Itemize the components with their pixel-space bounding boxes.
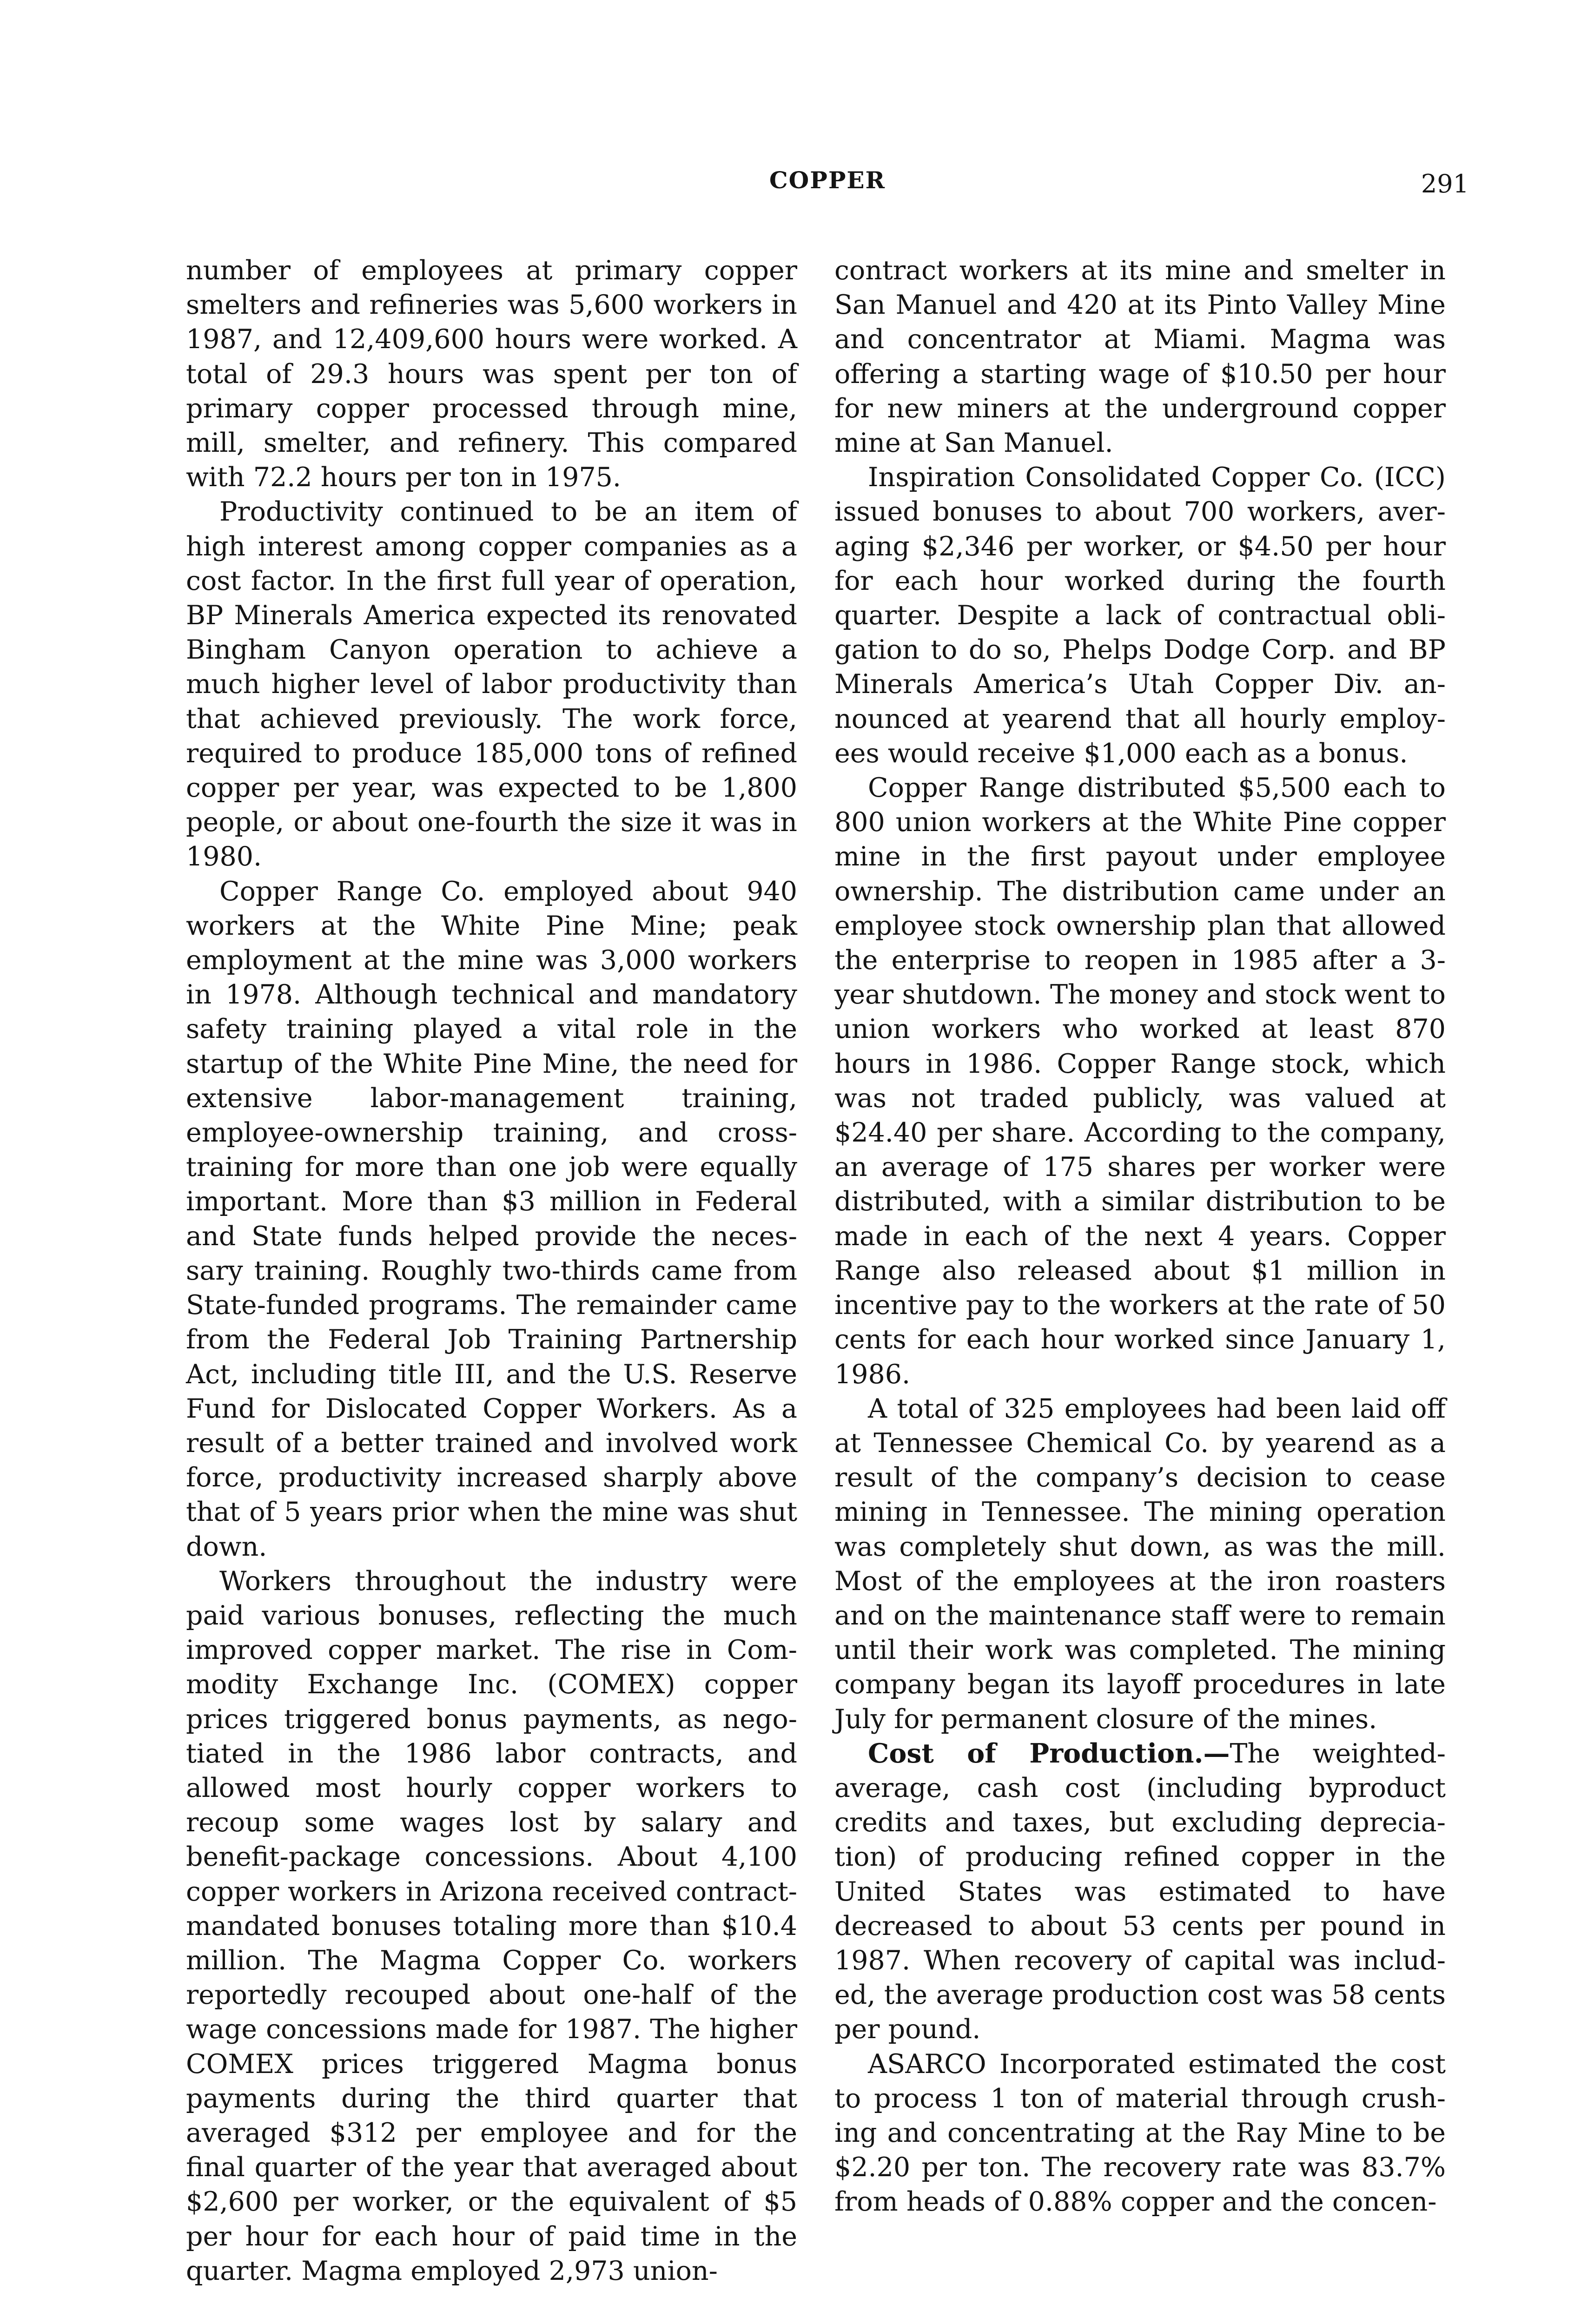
paragraph: A total of 325 employees had been laid off at Tennessee Chemical Co. by yearend as a result of the company’s decision to cease mining in Tennessee. The mining operation was completely shut down, as was the mill. Most of the employees at the iron roasters and on the maintenance staff were to remain until their work was completed. The mining company began its layoff procedures in late July for permanent closure of the mines. [834,1393,1446,1735]
paragraph: contract workers at its mine and smelter in San Manuel and 420 at its Pinto Valley Mine and concentrator at Miami. Magma was offering a starting wage of $10.50 per hour for new miners at the underground copper mine at San Manuel. [834,255,1446,459]
page-number: 291 [1421,169,1469,198]
paragraph [834,1736,1446,2047]
paragraph: Workers throughout the industry were paid various bonuses, reflecting the much improved copper market. The rise in Commodity Exchange Inc. (COMEX) copper prices triggered bonus payments, as negotiated in the 1986 labor contracts, and allowed most hourly copper workers to recoup some wages lost by salary and benefit-package concessions. About 4,100 copper workers in Arizona received contract-mandated bonuses totaling more than $10.4 million. The Magma Copper Co. workers reportedly recouped about one-half of the wage concessions made for 1987. The higher COMEX prices triggered Magma bonus payments during the third quarter that averaged $312 per employee and for the final quarter of the year that averaged about $2,600 per worker, or the equivalent of $5 per hour for each hour of paid time in the quarter. Magma employed 2,973 union- [186,1565,797,2286]
paragraph: Copper Range Co. employed about 940 workers at the White Pine Mine; peak employment at the mine was 3,000 workers in 1978. Although technical and mandatory safety training played a vital role in the startup of the White Pine Mine, the need for extensive labor-management training, employee-ownership training, and cross-training for more than one job were equally important. More than $3 million in Federal and State funds helped provide the necessary training. Roughly two-thirds came from State-funded programs. The remainder came from the Federal Job Training Partnership Act, including title III, and the U.S. Reserve Fund for Dislocated Copper Workers. As a result of a better trained and involved work force, productivity increased sharply above that of 5 years prior when the mine was shut down. [186,876,797,1562]
paragraph: Productivity continued to be an item of high interest among copper companies as a cost factor. In the first full year of operation, BP Minerals America expected its renovated Bingham Canyon operation to achieve a much higher level of labor productivity than that achieved previously. The work force, required to produce 185,000 tons of refined copper per year, was expected to be 1,800 people, or about one-fourth the size it was in 1980. [186,496,797,872]
paragraph: number of employees at primary copper smelters and refineries was 5,600 workers in 1987, and 12,409,600 hours were worked. A total of 29.3 hours was spent per ton of primary copper processed through mine, mill, smelter, and refinery. This compared with 72.2 hours per ton in 1975. [186,255,797,493]
paragraph: Copper Range distributed $5,500 each to 800 union workers at the White Pine copper mine in the first payout under employee ownership. The distribution came under an employee stock ownership plan that allowed the enterprise to reopen in 1985 after a 3-year shutdown. The money and stock went to union workers who worked at least 870 hours in 1986. Copper Range stock, which was not traded publicly, was valued at $24.40 per share. According to the company, an average of 175 shares per worker were distributed, with a similar distribution to be made in each of the next 4 years. Copper Range also released about $1 million in incentive pay to the workers at the rate of 50 cents for each hour worked since January 1, 1986. [834,772,1446,1390]
section-heading: Cost of Production.— [868,1737,1230,1769]
paragraph: ASARCO Incorporated estimated the cost to process 1 ton of material through crushing and concentrating at the Ray Mine to be $2.20 per ton. The recovery rate was 83.7% from heads of 0.88% copper and the concen- [834,2048,1446,2218]
running-title: COPPER [769,166,886,194]
left-column [186,253,797,2288]
right-column [834,253,1446,2219]
page-header [186,166,1469,208]
paragraph: Inspiration Consolidated Copper Co. (ICC) issued bonuses to about 700 workers, averaging $2,346 per worker, or $4.50 per hour for each hour worked during the fourth quarter. Despite a lack of contractual obligation to do so, Phelps Dodge Corp. and BP Minerals America’s Utah Copper Div. announced at yearend that all hourly employees would receive $1,000 each as a bonus. [834,462,1446,769]
paragraph-text: The weighted-average, cash cost (including byproduct credits and taxes, but excluding depreciation) of producing refined copper in the United States was estimated to have decreased to about 53 cents per pound in 1987. When recovery of capital was included, the average production cost was 58 cents per pound. [834,1738,1446,2045]
